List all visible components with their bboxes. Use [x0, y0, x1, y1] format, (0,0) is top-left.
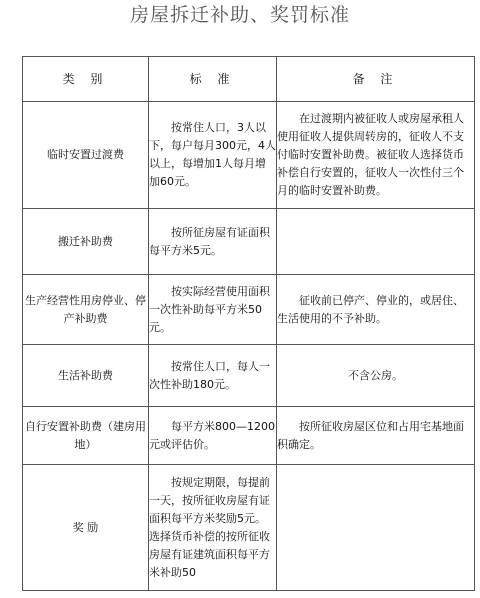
row-standard: 每平方米800—1200元或评估价。	[149, 407, 277, 465]
row-category: 生产经营性用房停业、停产补助费	[23, 275, 149, 345]
row-category: 搬迁补助费	[23, 209, 149, 275]
table-row	[23, 465, 475, 591]
table-row	[23, 102, 475, 209]
row-standard: 按规定期限，每提前一天，按所征收房屋有证面积每平方米奖励5元。选择货币补偿的按所征收房屋有证建筑面积每平方米补助50	[149, 465, 277, 591]
row-category: 生活补助费	[23, 345, 149, 407]
header-category: 类 别	[23, 57, 149, 102]
row-standard: 按实际经营使用面积一次性补助每平方米50元。	[149, 275, 277, 345]
compensation-standards-table	[22, 56, 475, 591]
row-standard: 按所征房屋有证面积每平方米5元。	[149, 209, 277, 275]
row-note	[277, 465, 475, 591]
table-row	[23, 345, 475, 407]
row-note	[277, 209, 475, 275]
table-row	[23, 407, 475, 465]
row-note: 不含公房。	[277, 345, 475, 407]
header-note: 备 注	[277, 57, 475, 102]
row-category: 临时安置过渡费	[23, 102, 149, 209]
table-header-row	[23, 57, 475, 102]
header-standard: 标 准	[149, 57, 277, 102]
row-note: 征收前已停产、停业的，或居住、生活使用的不予补助。	[277, 275, 475, 345]
row-standard: 按常住人口，每人一次性补助180元。	[149, 345, 277, 407]
row-note: 在过渡期内被征收人或房屋承租人使用征收人提供周转房的，征收人不支付临时安置补助费。被征收人选择货币补偿自行安置的，征收人一次性付三个月的临时安置补助费。	[277, 102, 475, 209]
row-category: 奖 励	[23, 465, 149, 591]
table-row	[23, 209, 475, 275]
row-note: 按所征收房屋区位和占用宅基地面积确定。	[277, 407, 475, 465]
row-standard: 按常住人口，3人以下，每户每月300元，4人以上，每增加1人每月增加60元。	[149, 102, 277, 209]
table-row	[23, 275, 475, 345]
row-category: 自行安置补助费（建房用地）	[23, 407, 149, 465]
page-title: 房屋拆迁补助、奖罚标准	[129, 4, 350, 26]
